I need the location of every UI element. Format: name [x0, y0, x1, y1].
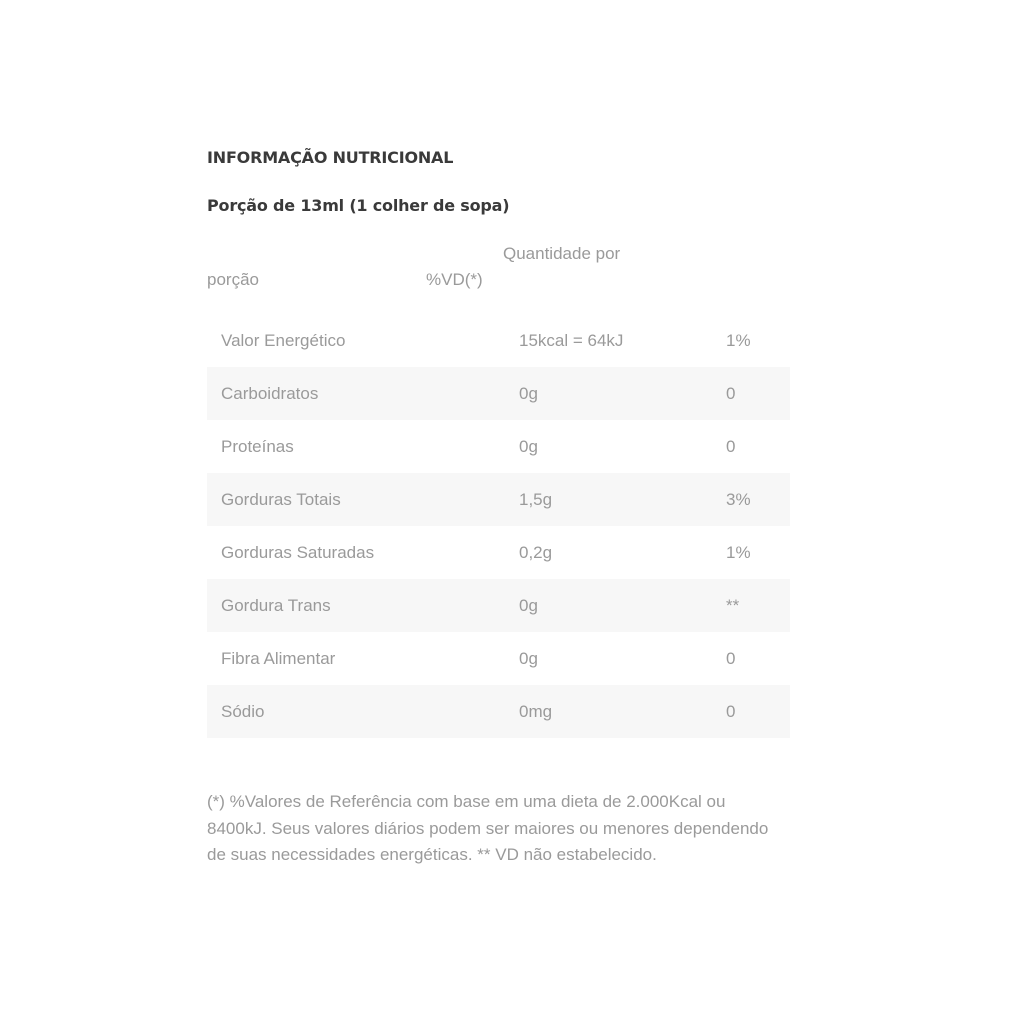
nutrient-vd: 1% [726, 543, 751, 562]
nutrition-table [207, 314, 790, 738]
nutrient-name: Gordura Trans [221, 596, 331, 615]
table-row [207, 579, 790, 632]
nutrient-name: Sódio [221, 702, 265, 721]
table-row [207, 314, 790, 367]
table-row [207, 526, 790, 579]
table-row [207, 473, 790, 526]
nutrient-quantity: 0g [519, 649, 538, 668]
nutrient-vd: 0 [726, 384, 736, 403]
table-row [207, 420, 790, 473]
nutrient-vd: 0 [726, 702, 736, 721]
table-row [207, 367, 790, 420]
nutrient-vd: 0 [726, 437, 736, 456]
nutrient-name: Carboidratos [221, 384, 319, 403]
header-vd: %VD(*) [426, 270, 483, 289]
panel-title: INFORMAÇÃO NUTRICIONAL [207, 148, 454, 167]
nutrient-vd: 1% [726, 331, 751, 350]
nutrient-vd: 3% [726, 490, 751, 509]
table-row [207, 685, 790, 738]
nutrient-quantity: 0,2g [519, 543, 553, 562]
nutrient-name: Gorduras Totais [221, 490, 341, 509]
nutrient-quantity: 0g [519, 596, 538, 615]
portion-size: Porção de 13ml (1 colher de sopa) [207, 196, 510, 215]
nutrient-quantity: 15kcal = 64kJ [519, 331, 624, 350]
nutrient-vd: ** [726, 596, 740, 615]
footnote: (*) %Valores de Referência com base em uma dieta de 2.000Kcal ou 8400kJ. Seus valores diários podem ser maiores ou menores dependendo de suas necessidades energéticas. ** VD não estabelecido. [207, 792, 769, 864]
nutrient-quantity: 1,5g [519, 490, 553, 509]
header-portion: porção [207, 270, 259, 289]
nutrient-vd: 0 [726, 649, 736, 668]
nutrient-quantity: 0g [519, 384, 538, 403]
nutrient-name: Valor Energético [221, 331, 346, 350]
nutrient-name: Gorduras Saturadas [221, 543, 375, 562]
nutrient-quantity: 0mg [519, 702, 553, 721]
nutrient-name: Fibra Alimentar [221, 649, 336, 668]
nutrition-panel [207, 145, 790, 864]
nutrient-name: Proteínas [221, 437, 294, 456]
header-quantity: Quantidade por [503, 244, 621, 263]
nutrient-quantity: 0g [519, 437, 538, 456]
table-row [207, 632, 790, 685]
